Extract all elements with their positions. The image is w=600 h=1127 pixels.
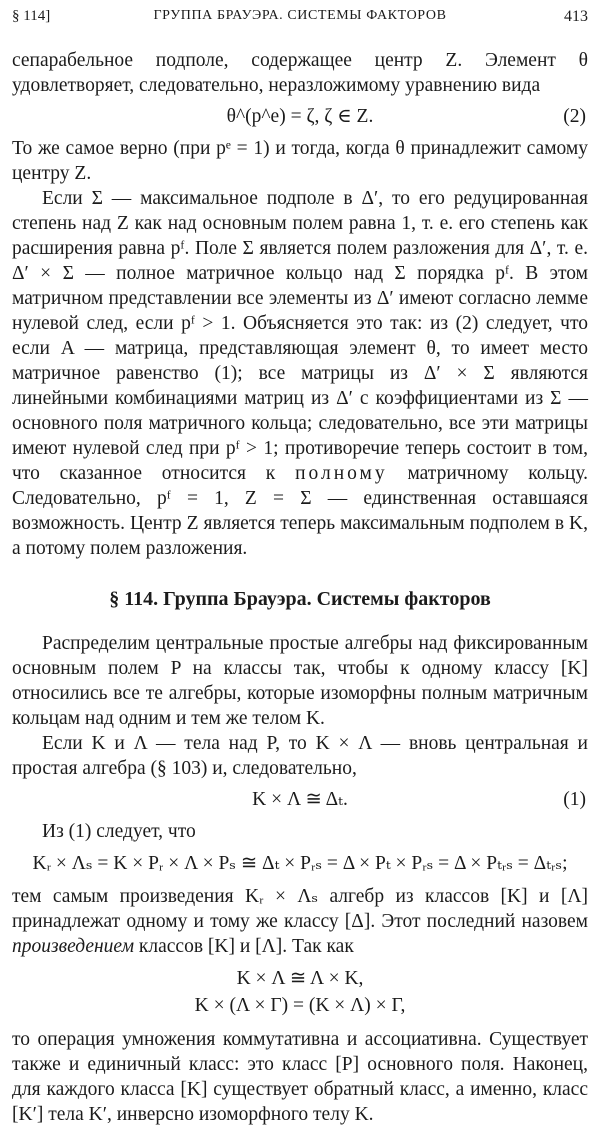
equation-commutativity: K × Λ ≅ Λ × K, [236,968,364,989]
equation-1-formula: K × Λ ≅ Δₜ. [252,789,348,810]
equation-2-formula: θ^(p^e) = ζ, ζ ∈ Z. [226,106,374,127]
paragraph-4: Распределим центральные простые алгебры над фиксированным основным полем P на классы так, чтобы к одному классу [K] относились все те алгебры, которые изоморфны полным матричным кольцам над одним и тем же телом K. [12,633,588,729]
equation-chain: Kᵣ × Λₛ = K × Pᵣ × Λ × Pₛ ≅ Δₜ × Pᵣₛ = Δ × Pₜ × Pᵣₛ = Δ × Pₜᵣₛ = Δₜᵣₛ; [32,853,568,874]
page-number: 413 [564,8,588,25]
header-title: ГРУППА БРАУЭРА. СИСТЕМЫ ФАКТОРОВ [153,8,447,23]
paragraph-3-text: Если Σ — максимальное подполе в Δ′, то его редуцированная степень над Z как над основным полем равна 1, т. е. его степень как расширения равна pᶠ. Поле Σ является полем разложения для Δ′, т. е. Δ′ × Σ — полное матричное кольцо над Σ порядка pᶠ. В этом матричном представлении все элементы из Δ′ имеют согласно лемме нулевой след, если pᶠ > 1. Объясняется это так: из (2) следует, что если A — матрица, представляющая элемент θ, то имеет место матричное равенство (1); все матрицы из Δ′ × Σ являются линейными комбинациями матриц из Δ′ с коэффициентами из Σ — основного поля матричного кольца; следовательно, все эти матрицы имеют нулевой след при pᶠ > 1; противоречие теперь состоит в том, что сказанное относится к [12,188,588,484]
equation-1-number: (1) [563,789,586,810]
paragraph-3 [12,186,588,561]
paragraph-3-tail: матричному кольцу. Следовательно, pᶠ = 1, Z = Σ — единственная оставшаяся возможность. Центр Z является теперь максимальным подполем в K, а потому полем разложения. [12,463,588,559]
emphasis-product: произведением [12,936,135,957]
paragraph-1: сепарабельное подполе, содержащее центр Z. Элемент θ удовлетворяет, следовательно, неразложимому уравнению вида [12,50,588,96]
equation-associativity: K × (Λ × Γ) = (K × Λ) × Γ, [194,995,406,1016]
equation-2 [12,98,588,136]
paragraph-7 [12,884,588,959]
equation-block [12,959,588,1027]
page-body [12,48,588,1127]
emphasis-full: полному [295,463,388,484]
paragraph-2: То же самое верно (при pᵉ = 1) и тогда, когда θ принадлежит самому центру Z. [12,138,588,184]
running-header [12,8,588,30]
equation-1 [12,781,588,819]
section-heading: § 114. Группа Брауэра. Системы факторов [109,588,491,610]
header-section-ref: § 114] [12,8,51,24]
equation-2-number: (2) [563,106,586,127]
paragraph-6: Из (1) следует, что [42,821,196,842]
paragraph-7-text: тем самым произведения Kᵣ × Λₛ алгебр из классов [K] и [Λ] принадлежат одному и тому же классу [Δ]. Этот последний назовем [12,886,588,932]
paragraph-5: Если K и Λ — тела над P, то K × Λ — вновь центральная и простая алгебра (§ 103) и, следовательно, [12,733,588,779]
paragraph-7-tail: классов [K] и [Λ]. Так как [138,936,354,957]
paragraph-8: то операция умножения коммутативна и ассоциативна. Существует также и единичный класс: это класс [P] основного поля. Наконец, для каждого класса [K] существует обратный класс, а именно, класс [K′] тела K′, инверсно изоморфного телу K. [12,1029,588,1125]
